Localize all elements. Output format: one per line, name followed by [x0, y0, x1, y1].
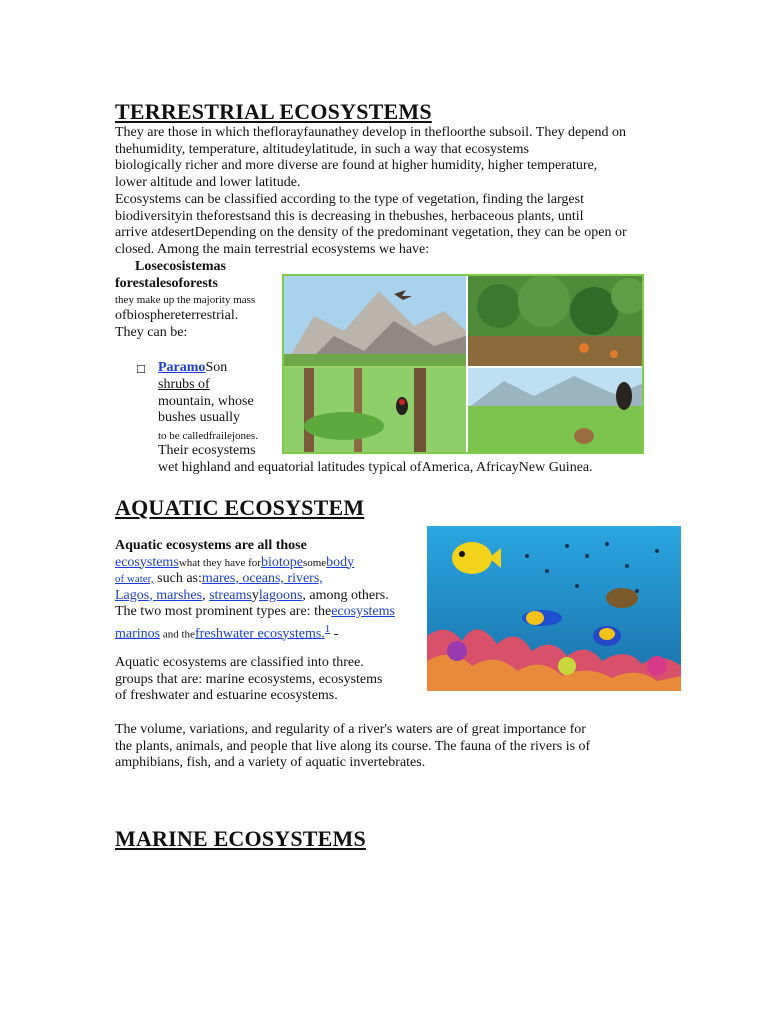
terrestrial-p2-line-2: biodiversityin theforestsand this is decreasing in thebushes, herbaceous plants, until — [115, 208, 584, 224]
paramo-line-2: shrubs of — [158, 377, 210, 392]
aquatic-text: such as: — [153, 571, 202, 586]
paramo-line-6: Their ecosystems — [158, 443, 256, 458]
aquatic-text: y — [251, 587, 259, 603]
aquatic-text: and the — [160, 628, 195, 641]
mares-link[interactable]: mares — [201, 571, 236, 586]
paramo-text-son: Son — [205, 360, 228, 375]
paramo-line-1 — [158, 360, 227, 377]
aquatic-p3-line-3: amphibians, fish, and a variety of aquatic invertebrates. — [115, 755, 426, 770]
forest-line-3: they make up the majority mass — [115, 294, 256, 306]
coral-reef-picture — [427, 526, 681, 691]
aquatic-line-4 — [115, 588, 389, 605]
checkbox-bullet-icon: ☐ — [136, 364, 146, 376]
aquatic-line-5 — [115, 604, 395, 621]
paramo-line-5: to be calledfrailejones. — [158, 430, 258, 442]
aquatic-text: some — [302, 556, 327, 569]
terrestrial-ecosystems-picture — [282, 274, 644, 454]
paramo-line-3: mountain, whose — [158, 393, 254, 409]
aquatic-title: AQUATIC ECOSYSTEM — [115, 495, 365, 520]
terrestrial-title: TERRESTRIAL ECOSYSTEMS — [115, 99, 432, 124]
paramo-line-4: bushes usually — [158, 410, 241, 425]
aquatic-text: , among others. — [302, 587, 389, 603]
aquatic-p3-line-1: The volume, variations, and regularity of a river's waters are of great importance for — [115, 722, 586, 737]
aquatic-p2-line-2: groups that are: marine ecosystems, ecosystems — [115, 671, 383, 687]
footnote-link[interactable]: 1 — [324, 622, 331, 635]
aquatic-lead: Aquatic ecosystems are all those — [115, 538, 307, 553]
ecosystems-marinos-link[interactable]: ecosystems — [331, 604, 395, 619]
terrestrial-p2-line-1: Ecosystems can be classified according to the type of vegetation, finding the largest — [115, 191, 584, 207]
paramo-line-7: wet highland and equatorial latitudes typical ofAmerica, AfricayNew Guinea. — [158, 459, 593, 475]
forest-heading-2: forestalesoforests — [115, 275, 218, 291]
terrestrial-p1-line-3: biologically richer and more diverse are found at higher humidity, higher temperature, — [115, 158, 598, 173]
terrestrial-p2-line-4: closed. Among the main terrestrial ecosystems we have: — [115, 241, 430, 257]
aquatic-text: The two most prominent types are: the — [115, 604, 332, 619]
aquatic-p2-line-1: Aquatic ecosystems are classified into three. — [115, 655, 364, 670]
of-water-link[interactable]: of water, — [115, 573, 154, 585]
biotope-link[interactable]: biotope — [260, 554, 303, 570]
forest-line-4: ofbiosphereterrestrial. — [115, 308, 239, 323]
ecosystems-link[interactable]: ecosystems — [115, 554, 179, 570]
marine-title: MARINE ECOSYSTEMS — [115, 826, 366, 851]
lagoons-link[interactable]: lagoons — [258, 587, 303, 603]
aquatic-text: , — [202, 587, 210, 603]
body-link[interactable]: body — [326, 554, 355, 570]
aquatic-text: what they have for — [178, 556, 261, 569]
terrestrial-p1-line-1: They are those in which theflorayfaunathey develop in thefloorthe subsoil. They depend on — [115, 125, 626, 140]
paramo-link[interactable]: Paramo — [158, 360, 206, 375]
aquatic-p3-line-2: the plants, animals, and people that live along its course. The fauna of the rivers is of — [115, 738, 591, 754]
aquatic-text: - — [330, 626, 339, 642]
terrestrial-p1-line-4: lower altitude and lower latitude. — [115, 174, 301, 190]
streams-link[interactable]: streams — [209, 587, 252, 603]
oceans-rivers-link[interactable]: , oceans, rivers, — [235, 571, 323, 586]
forest-heading-1: Losecosistemas — [135, 259, 226, 274]
aquatic-p2-line-3: of freshwater and estuarine ecosystems. — [115, 688, 338, 703]
forest-line-5: They can be: — [115, 324, 188, 340]
terrestrial-p2-line-3: arrive atdesertDepending on the density of the predominant vegetation, they can be open or — [115, 225, 627, 240]
terrestrial-p1-line-2: thehumidity, temperature, altitudeylatitude, in such a way that ecosystems — [115, 141, 529, 157]
marinos-link[interactable]: marinos — [115, 626, 161, 642]
freshwater-ecosystems-link[interactable]: freshwater ecosystems. — [194, 626, 325, 642]
aquatic-line-2 — [115, 555, 354, 572]
lagos-marshes-link[interactable]: Lagos, marshes — [115, 587, 203, 603]
aquatic-line-6 — [115, 621, 338, 643]
aquatic-line-3 — [115, 571, 323, 588]
